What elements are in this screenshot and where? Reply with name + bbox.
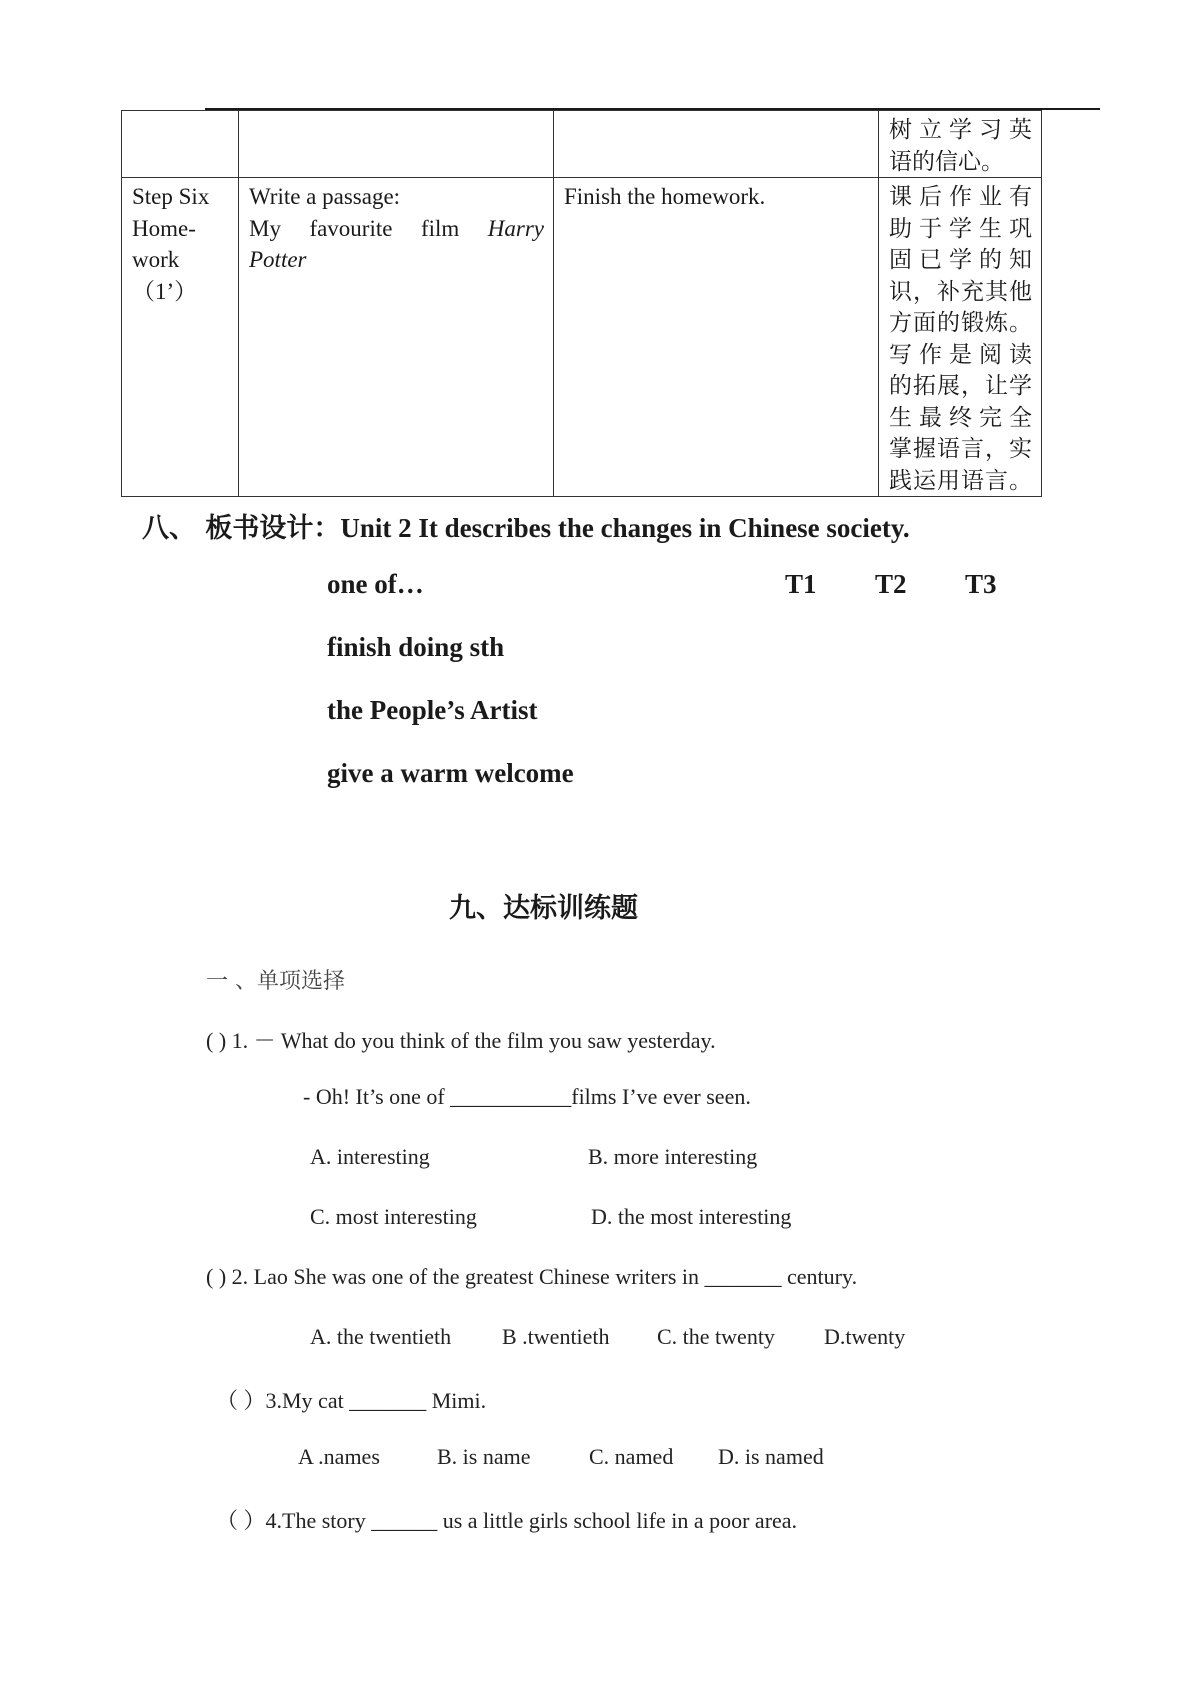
purpose-line: 语的信心。 [889, 148, 1004, 174]
heading-cn: 八、 板书设计： [142, 513, 341, 544]
purpose-line: 掌握语言，实 [889, 436, 1032, 461]
question-reply: - Oh! It’s one of ___________films I’ve ever seen. [303, 1084, 751, 1109]
purpose-cell [879, 178, 1042, 497]
table-cell [239, 111, 554, 178]
question-stem: （ ）3.My cat _______ Mimi. [216, 1388, 487, 1413]
option: C. the twenty [657, 1324, 775, 1349]
board-item: one of… [327, 569, 424, 599]
teacher-line: Write a passage: [249, 184, 401, 209]
step-line: Home- [132, 215, 196, 241]
option: D. is named [718, 1444, 824, 1469]
option: D. the most interesting [591, 1204, 792, 1229]
board-item: the People’s Artist [327, 695, 538, 725]
purpose-line: 固 已 学 的 知 [889, 247, 1032, 272]
board-item: finish doing sth [327, 632, 505, 662]
purpose-line: 生 最 终 完 全 [889, 404, 1032, 430]
purpose-line: 树 立 学 习 英 [889, 117, 1032, 142]
board-design-heading [142, 506, 910, 545]
option: A. interesting [310, 1144, 430, 1169]
purpose-line: 助 于 学 生 巩 [889, 215, 1032, 241]
purpose-line: 识，补充其他 [889, 278, 1032, 304]
board-tag: T3 [965, 569, 997, 599]
purpose-line: 课 后 作 业 有 [889, 184, 1032, 209]
word: film [420, 215, 460, 241]
board-item: give a warm welcome [327, 758, 574, 788]
exercise-title: 九、达标训练题 [449, 893, 638, 924]
teacher-activity-cell [239, 178, 554, 497]
purpose-line: 方面的锻炼。 [889, 310, 1032, 335]
purpose-line: 写 作 是 阅 读 [889, 341, 1032, 367]
option: A. the twentieth [310, 1324, 452, 1349]
step-line: Step Six [132, 184, 210, 209]
heading-en: Unit 2 It describes the changes in Chinese society. [340, 513, 910, 543]
option: C. named [589, 1444, 674, 1469]
word: favourite [309, 215, 393, 241]
question-stem: （ ）4.The story ______ us a little girls school life in a poor area. [216, 1508, 798, 1533]
step-line: （1’） [132, 278, 198, 304]
teacher-line [249, 213, 544, 245]
option: B. is name [437, 1444, 531, 1469]
option: D.twenty [824, 1324, 906, 1349]
teacher-line: Potter [249, 247, 307, 272]
purpose-line: 的拓展，让学 [889, 373, 1032, 398]
word: Harry [487, 215, 544, 241]
student-activity-cell: Finish the homework. [554, 178, 879, 497]
option: A .names [298, 1444, 380, 1469]
table-cell [554, 111, 879, 178]
option: C. most interesting [310, 1204, 477, 1229]
table-row [122, 178, 1042, 497]
question-stem: ( ) 2. Lao She was one of the greatest Chinese writers in _______ century. [206, 1264, 858, 1289]
board-tag: T1 [785, 569, 817, 599]
lesson-plan-table [121, 110, 1042, 497]
table-row [122, 111, 1042, 178]
option: B .twentieth [502, 1324, 610, 1349]
part-heading: 一 、单项选择 [206, 969, 345, 994]
purpose-cell [879, 111, 1042, 178]
step-line: work [132, 247, 180, 272]
question-stem: ( ) 1. － What do you think of the film you saw yesterday. [206, 1028, 716, 1053]
word: My [249, 215, 281, 241]
table-cell [122, 111, 239, 178]
board-tag: T2 [875, 569, 907, 599]
option: B. more interesting [588, 1144, 758, 1169]
purpose-line: 践运用语言。 [889, 467, 1032, 493]
step-cell [122, 178, 239, 497]
